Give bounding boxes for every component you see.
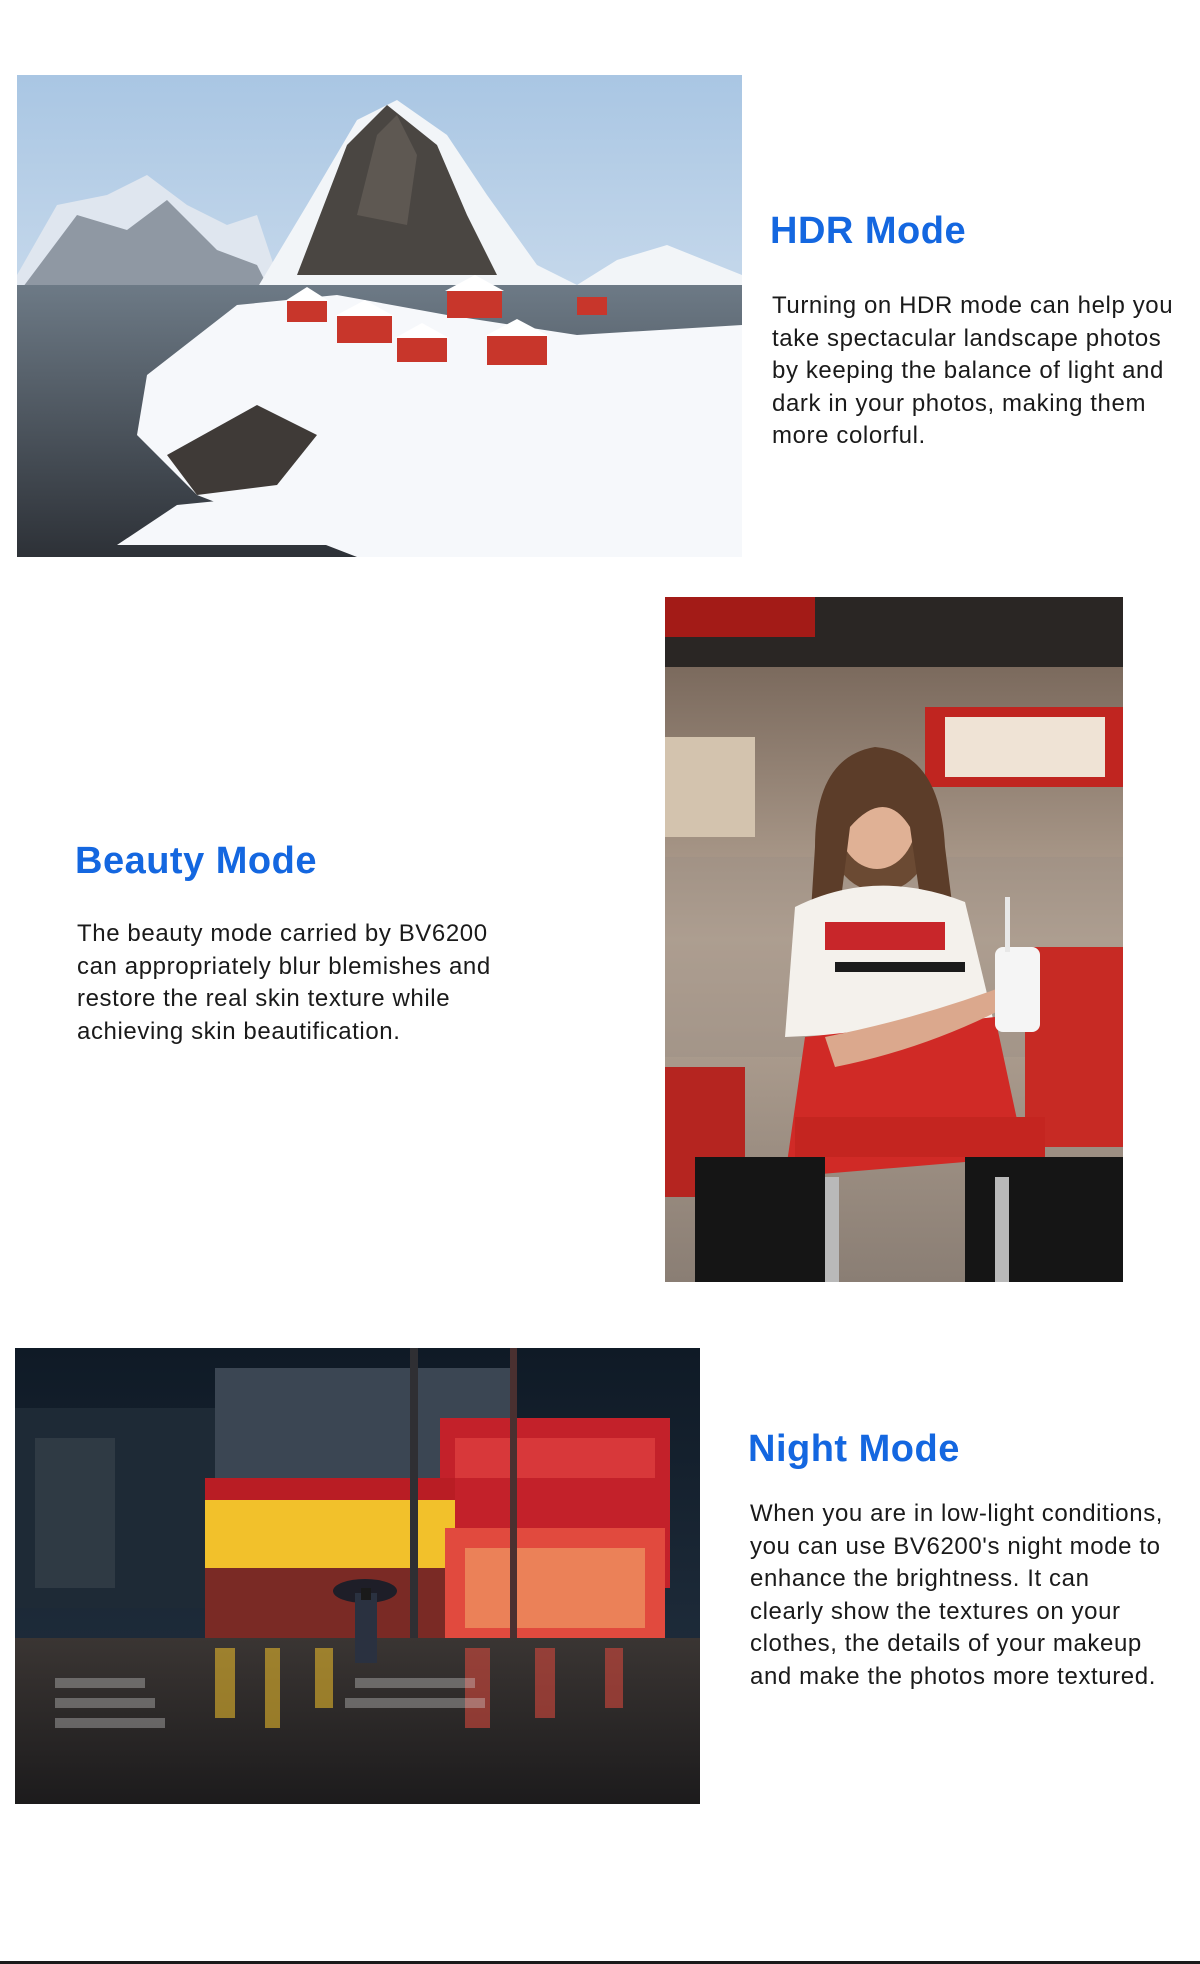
beauty-mode-description: The beauty mode carried by BV6200 can appropriately blur blemishes and restore the real skin texture while achieving skin beautification. — [77, 920, 491, 1045]
beauty-mode-heading: Beauty Mode — [75, 840, 317, 882]
night-street-photo — [15, 1348, 700, 1804]
hdr-mode-heading: HDR Mode — [770, 210, 967, 252]
night-mode-description: When you are in low-light conditions, you can use BV6200's night mode to enhance the brightness. It can clearly show the textures on your clothes, the details of your makeup and make the photos more textured. — [750, 1500, 1164, 1690]
night-mode-heading: Night Mode — [748, 1428, 960, 1470]
beauty-portrait-photo — [665, 597, 1123, 1282]
hdr-mode-description: Turning on HDR mode can help you take spectacular landscape photos by keeping the balance of light and dark in your photos, making them more colorful. — [772, 292, 1174, 449]
hdr-landscape-photo — [17, 75, 742, 557]
